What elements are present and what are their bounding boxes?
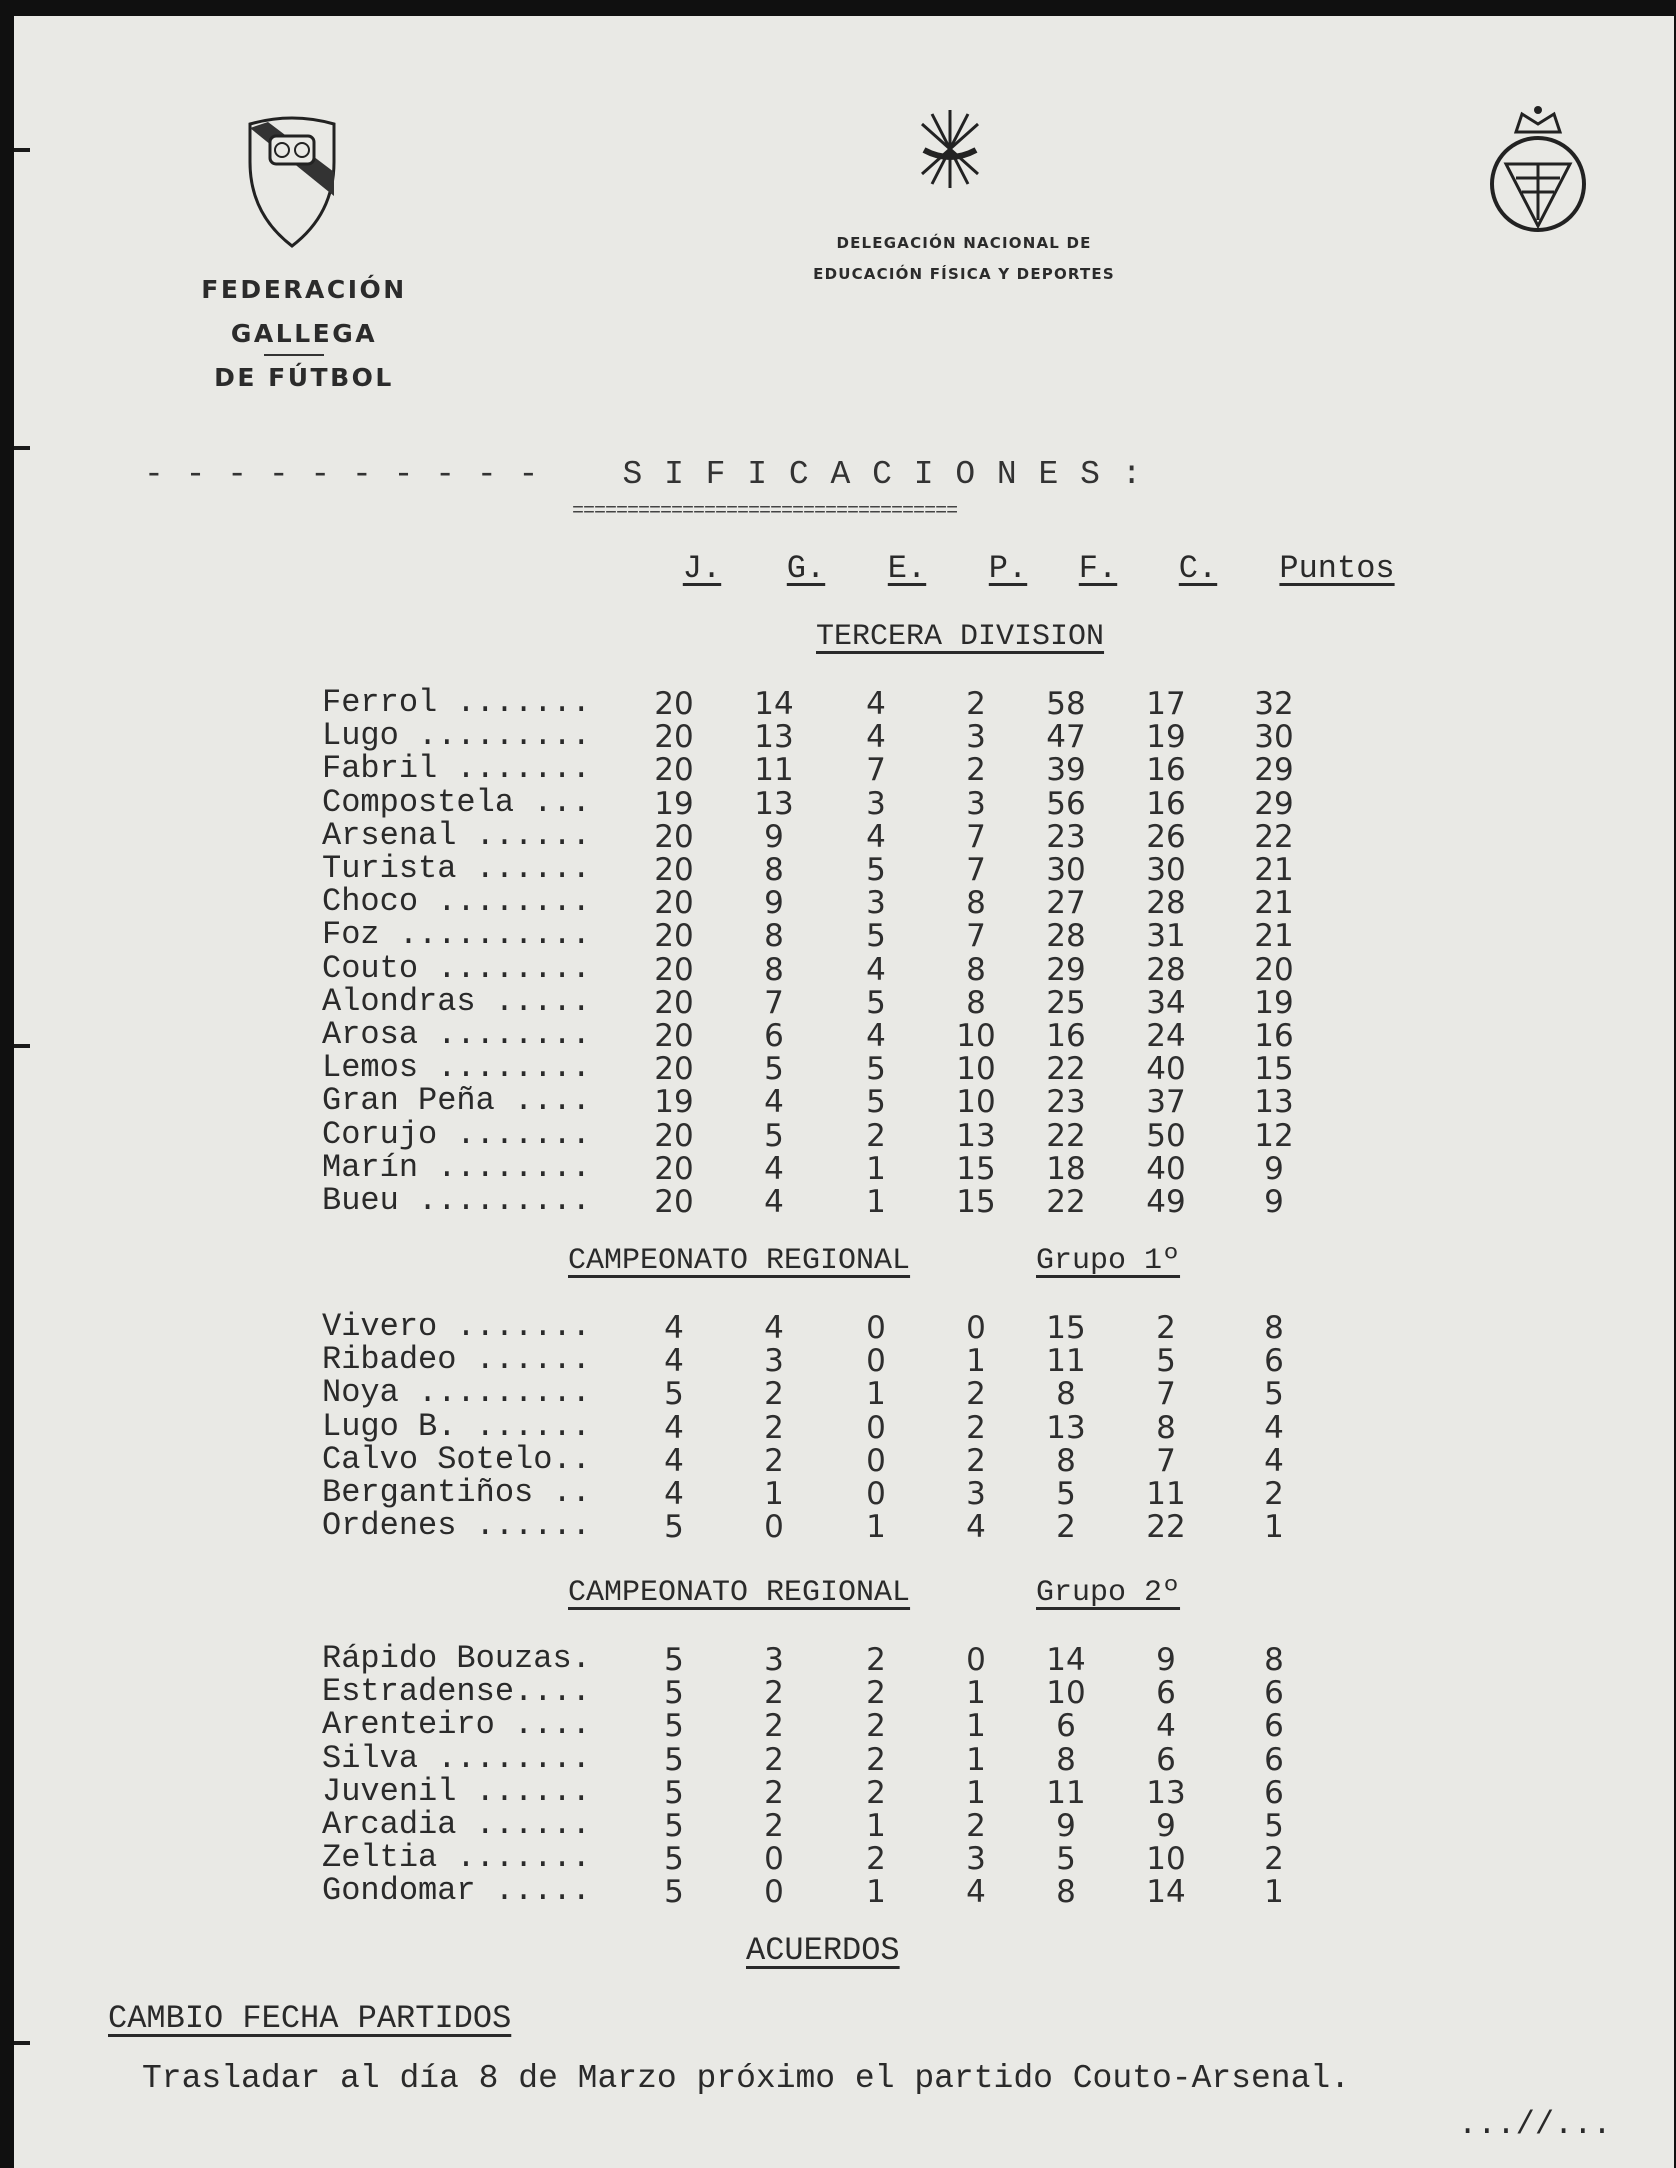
team-name: Silva ........ (322, 1739, 591, 1777)
stat-value: 5 (764, 1117, 784, 1154)
stat-value: 6 (1264, 1741, 1284, 1778)
stat-value: 10 (1146, 1841, 1186, 1878)
stat-value: 29 (1046, 951, 1086, 988)
stat-value: 7 (1156, 1376, 1176, 1413)
stat-value: 23 (1046, 818, 1086, 855)
stat-value: 13 (1046, 1409, 1086, 1446)
stat-value: 20 (654, 918, 694, 955)
stat-value: 30 (1254, 719, 1294, 756)
team-name: Compostela ... (322, 783, 591, 821)
stat-value: 5 (764, 1051, 784, 1088)
stat-value: 4 (764, 1150, 784, 1187)
stat-value: 16 (1046, 1018, 1086, 1054)
federation-name-line2: DE FÚTBOL (214, 363, 394, 392)
stat-value: 1 (866, 1184, 886, 1220)
delegation-name-line2: EDUCACIÓN FÍSICA Y DEPORTES (813, 265, 1115, 283)
stat-value: 2 (866, 1642, 886, 1678)
stat-value: 10 (956, 1018, 996, 1054)
stat-value: 5 (664, 1675, 684, 1712)
stat-value: 2 (966, 1409, 986, 1446)
stat-value: 0 (966, 1642, 986, 1678)
stat-value: 11 (1046, 1343, 1086, 1380)
stat-value: 9 (1056, 1808, 1076, 1844)
stat-value: 49 (1146, 1184, 1186, 1220)
stat-value: 8 (1056, 1874, 1076, 1911)
yoke-and-arrows-emblem (910, 104, 990, 194)
stat-value: 5 (1156, 1343, 1176, 1380)
continuation-mark: ...//... (1458, 2106, 1612, 2143)
stat-value: 2 (866, 1117, 886, 1154)
team-name: Alondras ..... (322, 982, 591, 1020)
stat-value: 3 (966, 1841, 986, 1878)
stat-value: 2 (764, 1409, 784, 1446)
stat-value: 19 (654, 785, 694, 822)
stat-value: 15 (1254, 1051, 1294, 1088)
stat-value: 28 (1146, 885, 1186, 922)
stat-value: 19 (1254, 984, 1294, 1021)
stat-value: 9 (1156, 1642, 1176, 1678)
divider (264, 354, 324, 356)
stat-value: 20 (1254, 951, 1294, 988)
stat-value: 20 (654, 719, 694, 756)
team-name: Estradense.... (322, 1673, 591, 1711)
stat-value: 9 (1156, 1808, 1176, 1844)
stat-value: 0 (866, 1476, 886, 1512)
stat-value: 7 (764, 984, 784, 1021)
stat-value: 30 (1046, 852, 1086, 888)
stat-value: 6 (1156, 1675, 1176, 1712)
stat-value: 20 (654, 951, 694, 988)
team-name: Rápido Bouzas. (322, 1640, 591, 1677)
team-name: Zeltia ....... (322, 1839, 591, 1877)
stat-value: 11 (1046, 1774, 1086, 1811)
stat-value: 4 (966, 1509, 986, 1546)
stat-value: 8 (1056, 1376, 1076, 1413)
stat-value: 4 (664, 1476, 684, 1512)
stat-value: 19 (654, 1084, 694, 1121)
team-name: Arcadia ...... (322, 1806, 591, 1843)
stat-value: 16 (1146, 752, 1186, 789)
stat-value: 20 (654, 852, 694, 888)
stat-value: 29 (1254, 752, 1294, 789)
stat-value: 25 (1046, 984, 1086, 1021)
stat-value: 26 (1146, 818, 1186, 855)
stat-value: 34 (1146, 984, 1186, 1021)
section-title: CAMPEONATO REGIONAL (568, 1244, 911, 1278)
stat-value: 16 (1146, 785, 1186, 822)
stat-value: 10 (956, 1051, 996, 1088)
stat-value: 21 (1254, 885, 1294, 922)
stat-value: 3 (866, 885, 886, 922)
team-name: Corujo ....... (322, 1115, 591, 1153)
stat-value: 0 (866, 1310, 886, 1346)
stat-value: 1 (866, 1150, 886, 1187)
stat-value: 20 (654, 1051, 694, 1088)
stat-value: 8 (1156, 1409, 1176, 1446)
team-name: Choco ........ (322, 883, 591, 921)
stat-value: 5 (664, 1841, 684, 1878)
team-name: Arenteiro .... (322, 1706, 591, 1744)
stat-value: 0 (866, 1442, 886, 1479)
stat-value: 15 (956, 1184, 996, 1220)
stat-value: 1 (866, 1376, 886, 1413)
delegation-name (794, 228, 1134, 290)
team-name: Lugo B. ...... (322, 1407, 591, 1445)
stat-value: 1 (866, 1874, 886, 1911)
federation-name-line1: FEDERACIÓN GALLEGA (201, 275, 407, 348)
team-name: Foz .......... (322, 916, 591, 954)
stat-value: 5 (866, 984, 886, 1021)
stat-value: 8 (1264, 1642, 1284, 1678)
stat-value: 5 (664, 1708, 684, 1745)
stat-value: 13 (1254, 1084, 1294, 1121)
federation-crest-logo (242, 110, 342, 250)
stat-value: 2 (966, 752, 986, 789)
stat-value: 8 (1264, 1310, 1284, 1346)
stat-value: 0 (764, 1841, 784, 1878)
stat-value: 2 (866, 1675, 886, 1712)
stat-value: 10 (956, 1084, 996, 1121)
stat-value: 20 (654, 885, 694, 922)
stat-value: 37 (1146, 1084, 1186, 1121)
stat-value: 3 (764, 1642, 784, 1678)
stat-value: 0 (866, 1409, 886, 1446)
delegation-name-line1: DELEGACIÓN NACIONAL DE (836, 234, 1092, 252)
stat-value: 2 (764, 1808, 784, 1844)
stat-value: 14 (1146, 1874, 1186, 1911)
stat-value: 27 (1046, 885, 1086, 922)
stat-value: 6 (1264, 1343, 1284, 1380)
stat-value: 1 (1264, 1874, 1284, 1911)
stat-value: 13 (1146, 1774, 1186, 1811)
stat-value: 56 (1046, 785, 1086, 822)
stat-value: 20 (654, 686, 694, 722)
stat-value: 2 (966, 1808, 986, 1844)
stat-value: 2 (866, 1774, 886, 1811)
stat-value: 4 (664, 1409, 684, 1446)
stat-value: 4 (664, 1310, 684, 1346)
stat-value: 21 (1254, 852, 1294, 888)
stat-value: 11 (1146, 1476, 1186, 1512)
team-name: Vivero ....... (322, 1308, 591, 1345)
stat-value: 10 (1046, 1675, 1086, 1712)
stat-value: 7 (1156, 1442, 1176, 1479)
stat-value: 15 (956, 1150, 996, 1187)
stat-value: 22 (1046, 1117, 1086, 1154)
stat-value: 4 (866, 719, 886, 756)
stat-value: 22 (1046, 1184, 1086, 1220)
stat-value: 18 (1046, 1150, 1086, 1187)
stat-value: 5 (1056, 1476, 1076, 1512)
stat-value: 50 (1146, 1117, 1186, 1154)
stat-value: 3 (966, 785, 986, 822)
stat-value: 7 (966, 818, 986, 855)
column-header: Puntos (1279, 550, 1395, 587)
stat-value: 3 (764, 1343, 784, 1380)
title-underline: =================================== (572, 500, 958, 523)
stat-value: 2 (966, 1442, 986, 1479)
section-title: CAMPEONATO REGIONAL (568, 1576, 911, 1610)
team-name: Bueu ......... (322, 1182, 591, 1219)
binder-hole (14, 2041, 30, 2045)
stat-value: 47 (1046, 719, 1086, 756)
stat-value: 4 (764, 1184, 784, 1220)
stat-value: 30 (1146, 852, 1186, 888)
stat-value: 22 (1146, 1509, 1186, 1546)
document-page (14, 16, 1674, 2168)
stat-value: 31 (1146, 918, 1186, 955)
column-header: G. (786, 550, 826, 587)
stat-value: 20 (654, 1150, 694, 1187)
team-name: Ordenes ...... (322, 1507, 591, 1545)
stat-value: 2 (764, 1708, 784, 1745)
column-header: P. (988, 550, 1028, 587)
stat-value: 2 (764, 1442, 784, 1479)
agreements-heading: ACUERDOS (746, 1932, 900, 1969)
stat-value: 23 (1046, 1084, 1086, 1121)
stat-value: 7 (966, 918, 986, 955)
stat-value: 4 (764, 1310, 784, 1346)
stat-value: 1 (966, 1774, 986, 1811)
stat-value: 6 (1056, 1708, 1076, 1745)
stat-value: 8 (1056, 1442, 1076, 1479)
stat-value: 40 (1146, 1051, 1186, 1088)
stat-value: 6 (1264, 1774, 1284, 1811)
stat-value: 39 (1046, 752, 1086, 789)
stat-value: 3 (966, 1476, 986, 1512)
crowned-federation-badge (1482, 102, 1594, 242)
stat-value: 8 (764, 852, 784, 888)
stat-value: 0 (966, 1310, 986, 1346)
stat-value: 9 (1264, 1150, 1284, 1187)
team-name: Ferrol ....... (322, 684, 591, 721)
stat-value: 2 (1156, 1310, 1176, 1346)
stat-value: 40 (1146, 1150, 1186, 1187)
page-title: - - - - - - - - - - S I F I C A C I O N E S : (144, 456, 1143, 493)
stat-value: 5 (664, 1741, 684, 1778)
stat-value: 1 (866, 1509, 886, 1546)
stat-value: 8 (966, 984, 986, 1021)
team-name: Gondomar ..... (322, 1872, 591, 1910)
team-name: Arosa ........ (322, 1016, 591, 1053)
column-header: F. (1078, 550, 1118, 587)
team-name: Lugo ......... (322, 717, 591, 755)
stat-value: 29 (1254, 785, 1294, 822)
team-name: Fabril ....... (322, 750, 591, 788)
stat-value: 4 (866, 818, 886, 855)
stat-value: 16 (1254, 1018, 1294, 1054)
stat-value: 5 (664, 1808, 684, 1844)
stat-value: 1 (966, 1343, 986, 1380)
team-name: Marín ........ (322, 1148, 591, 1186)
stat-value: 20 (654, 818, 694, 855)
team-name: Noya ......... (322, 1374, 591, 1412)
stat-value: 14 (754, 686, 794, 722)
stat-value: 13 (754, 785, 794, 822)
stat-value: 1 (764, 1476, 784, 1512)
stat-value: 5 (664, 1774, 684, 1811)
stat-value: 20 (654, 752, 694, 789)
team-name: Gran Peña .... (322, 1082, 591, 1120)
stat-value: 2 (1264, 1841, 1284, 1878)
stat-value: 20 (654, 1018, 694, 1054)
stat-value: 4 (866, 686, 886, 722)
stat-value: 6 (1156, 1741, 1176, 1778)
agreement-heading: CAMBIO FECHA PARTIDOS (108, 2000, 512, 2037)
stat-value: 5 (664, 1376, 684, 1413)
stat-value: 22 (1254, 818, 1294, 855)
stat-value: 9 (764, 885, 784, 922)
stat-value: 2 (764, 1741, 784, 1778)
stat-value: 5 (664, 1874, 684, 1911)
stat-value: 19 (1146, 719, 1186, 756)
stat-value: 1 (966, 1708, 986, 1745)
stat-value: 20 (654, 1117, 694, 1154)
stat-value: 58 (1046, 686, 1086, 722)
section-group: Grupo 2º (1036, 1576, 1181, 1610)
team-name: Turista ...... (322, 850, 591, 887)
stat-value: 2 (764, 1774, 784, 1811)
section-title: TERCERA DIVISION (816, 620, 1105, 654)
stat-value: 0 (866, 1343, 886, 1380)
stat-value: 22 (1046, 1051, 1086, 1088)
stat-value: 2 (1056, 1509, 1076, 1546)
team-name: Bergantiños .. (322, 1474, 591, 1511)
stat-value: 5 (1264, 1808, 1284, 1844)
stat-value: 4 (664, 1442, 684, 1479)
stat-value: 5 (866, 918, 886, 955)
stat-value: 13 (754, 719, 794, 756)
stat-value: 3 (966, 719, 986, 756)
stat-value: 5 (866, 1084, 886, 1121)
stat-value: 4 (966, 1874, 986, 1911)
column-header: C. (1178, 550, 1218, 587)
stat-value: 6 (1264, 1675, 1284, 1712)
stat-value: 5 (866, 852, 886, 888)
team-name: Ribadeo ...... (322, 1341, 591, 1379)
stat-value: 3 (866, 785, 886, 822)
stat-value: 2 (866, 1741, 886, 1778)
stat-value: 4 (866, 1018, 886, 1054)
binder-hole (14, 446, 30, 450)
stat-value: 9 (764, 818, 784, 855)
stat-value: 7 (966, 852, 986, 888)
stat-value: 5 (1056, 1841, 1076, 1878)
stat-value: 1 (966, 1741, 986, 1778)
stat-value: 28 (1146, 951, 1186, 988)
stat-value: 20 (654, 1184, 694, 1220)
stat-value: 2 (764, 1675, 784, 1712)
stat-value: 2 (1264, 1476, 1284, 1512)
stat-value: 32 (1254, 686, 1294, 722)
stat-value: 12 (1254, 1117, 1294, 1154)
stat-value: 5 (664, 1509, 684, 1546)
stat-value: 0 (764, 1874, 784, 1911)
stat-value: 7 (866, 752, 886, 789)
stat-value: 4 (1264, 1442, 1284, 1479)
stat-value: 6 (764, 1018, 784, 1054)
federation-name (124, 268, 484, 400)
agreement-text: Trasladar al día 8 de Marzo próximo el partido Couto-Arsenal. (142, 2060, 1350, 2097)
stat-value: 2 (866, 1841, 886, 1878)
stat-value: 11 (754, 752, 794, 789)
stat-value: 13 (956, 1117, 996, 1154)
stat-value: 8 (1056, 1741, 1076, 1778)
stat-value: 21 (1254, 918, 1294, 955)
stat-value: 4 (1156, 1708, 1176, 1745)
stat-value: 1 (966, 1675, 986, 1712)
section-group: Grupo 1º (1036, 1244, 1181, 1278)
stat-value: 2 (866, 1708, 886, 1745)
stat-value: 5 (866, 1051, 886, 1088)
team-name: Couto ........ (322, 949, 591, 987)
stat-value: 8 (764, 951, 784, 988)
stat-value: 2 (764, 1376, 784, 1413)
stat-value: 4 (1264, 1409, 1284, 1446)
column-header: J. (682, 550, 722, 587)
binder-hole (14, 1044, 30, 1048)
team-name: Lemos ........ (322, 1049, 591, 1087)
stat-value: 28 (1046, 918, 1086, 955)
stat-value: 15 (1046, 1310, 1086, 1346)
stat-value: 8 (966, 951, 986, 988)
stat-value: 4 (866, 951, 886, 988)
stat-value: 8 (764, 918, 784, 955)
stat-value: 5 (664, 1642, 684, 1678)
stat-value: 1 (1264, 1509, 1284, 1546)
stat-value: 6 (1264, 1708, 1284, 1745)
stat-value: 2 (966, 1376, 986, 1413)
team-name: Juvenil ...... (322, 1772, 591, 1810)
stat-value: 14 (1046, 1642, 1086, 1678)
stat-value: 4 (764, 1084, 784, 1121)
team-name: Arsenal ...... (322, 816, 591, 854)
stat-value: 8 (966, 885, 986, 922)
stat-value: 1 (866, 1808, 886, 1844)
stat-value: 0 (764, 1509, 784, 1546)
team-name: Calvo Sotelo.. (322, 1440, 591, 1478)
stat-value: 20 (654, 984, 694, 1021)
stat-value: 17 (1146, 686, 1186, 722)
stat-value: 5 (1264, 1376, 1284, 1413)
stat-value: 9 (1264, 1184, 1284, 1220)
column-header: E. (887, 550, 927, 587)
binder-hole (14, 148, 30, 152)
stat-value: 24 (1146, 1018, 1186, 1054)
stat-value: 2 (966, 686, 986, 722)
stat-value: 4 (664, 1343, 684, 1380)
